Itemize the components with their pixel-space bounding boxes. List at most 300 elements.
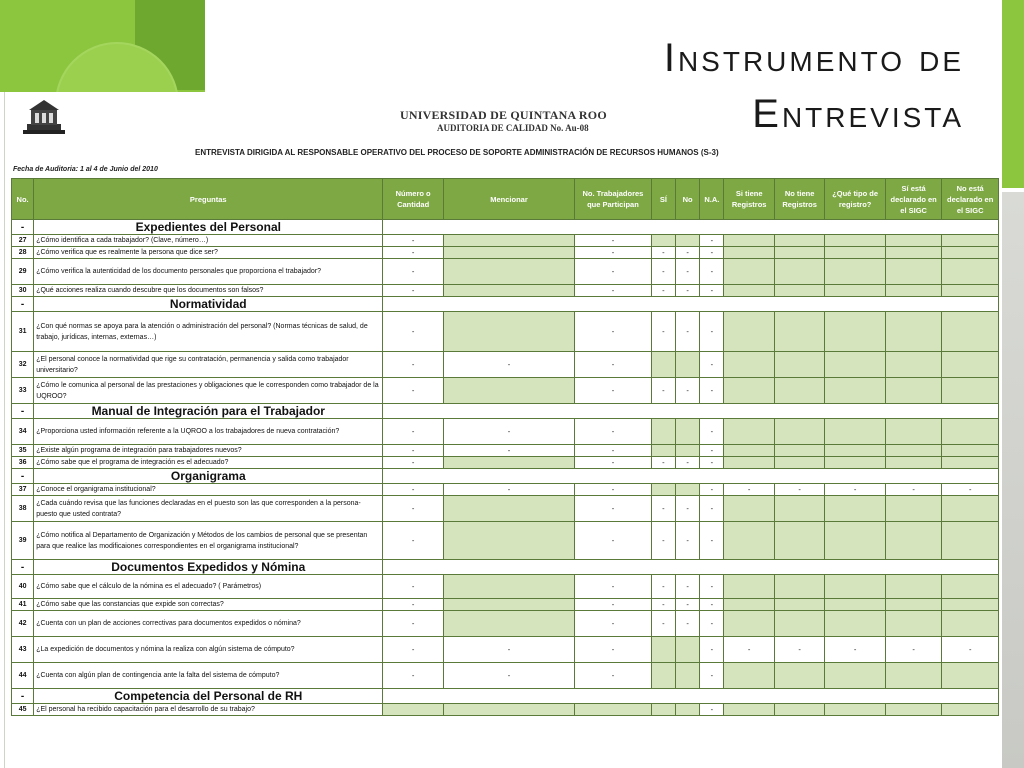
cell [885, 457, 942, 469]
cell-si [651, 704, 675, 716]
table-row [12, 419, 999, 445]
section-filler [383, 404, 999, 419]
cell-trabajadores: - [575, 235, 652, 247]
audit-number: AUDITORIA DE CALIDAD No. Au-08 [437, 123, 589, 133]
cell [825, 522, 886, 560]
cell [774, 247, 824, 259]
cell-na: - [700, 285, 724, 297]
section-row [12, 220, 999, 235]
table-row [12, 575, 999, 599]
header-no-answer: No [676, 179, 700, 220]
table-row [12, 599, 999, 611]
section-title: Expedientes del Personal [34, 220, 383, 235]
cell [774, 285, 824, 297]
row-number: 29 [12, 259, 34, 285]
cell [774, 378, 824, 404]
cell-trabajadores: - [575, 599, 652, 611]
row-question: ¿Cómo sabe que el cálculo de la nómina es el adecuado? ( Parámetros) [34, 575, 383, 599]
cell [825, 496, 886, 522]
row-question: ¿Cómo notifica al Departamento de Organización y Métodos de los cambios de personal que se presentan para que realice las modificaiones correspondientes en el organigrama institucional? [34, 522, 383, 560]
section-title: Manual de Integración para el Trabajador [34, 404, 383, 419]
row-question: ¿Cómo verifica que es realmente la persona que dice ser? [34, 247, 383, 259]
cell [724, 352, 774, 378]
table-header-row [12, 179, 999, 220]
header-numero: Número o Cantidad [383, 179, 444, 220]
section-filler [383, 560, 999, 575]
cell [825, 419, 886, 445]
cell [724, 312, 774, 352]
cell [724, 704, 774, 716]
cell [942, 312, 999, 352]
cell-si [651, 637, 675, 663]
cell [885, 235, 942, 247]
cell-mencionar [443, 378, 574, 404]
table-row [12, 522, 999, 560]
cell [942, 611, 999, 637]
cell: - [885, 637, 942, 663]
section-dash: - [12, 220, 34, 235]
cell-no: - [676, 285, 700, 297]
cell [774, 352, 824, 378]
cell-numero: - [383, 259, 444, 285]
cell [885, 285, 942, 297]
row-number: 38 [12, 496, 34, 522]
cell: - [942, 637, 999, 663]
slide-decoration-right-bar [1002, 0, 1024, 188]
cell-mencionar [443, 285, 574, 297]
table-row [12, 663, 999, 689]
header-no: No. [12, 179, 34, 220]
cell [774, 445, 824, 457]
cell-numero: - [383, 312, 444, 352]
slide-title-line2: Entrevista [752, 92, 964, 136]
section-row [12, 404, 999, 419]
cell [774, 663, 824, 689]
table-row [12, 445, 999, 457]
cell [942, 599, 999, 611]
cell [885, 419, 942, 445]
cell-no: - [676, 378, 700, 404]
header-na: N.A. [700, 179, 724, 220]
cell-no: - [676, 575, 700, 599]
cell-si: - [651, 247, 675, 259]
cell-si: - [651, 312, 675, 352]
cell [942, 704, 999, 716]
row-question: ¿Cómo sabe que las constancias que expide son correctas? [34, 599, 383, 611]
cell-trabajadores: - [575, 285, 652, 297]
table-row [12, 611, 999, 637]
table-row [12, 247, 999, 259]
cell-mencionar [443, 704, 574, 716]
cell [885, 247, 942, 259]
cell [724, 247, 774, 259]
header-si: SÍ [651, 179, 675, 220]
cell-no: - [676, 599, 700, 611]
cell-na: - [700, 522, 724, 560]
row-question: ¿Existe algún programa de integración para trabajadores nuevos? [34, 445, 383, 457]
cell-trabajadores: - [575, 312, 652, 352]
table-row [12, 378, 999, 404]
cell-trabajadores: - [575, 378, 652, 404]
cell [724, 496, 774, 522]
row-number: 34 [12, 419, 34, 445]
cell [724, 575, 774, 599]
cell-si: - [651, 457, 675, 469]
cell-numero: - [383, 285, 444, 297]
header-preguntas: Preguntas [34, 179, 383, 220]
row-question: ¿El personal conoce la normatividad que rige su contratación, permanencia y salida como trabajador universitario? [34, 352, 383, 378]
section-dash: - [12, 560, 34, 575]
cell [942, 378, 999, 404]
cell [774, 419, 824, 445]
cell-no: - [676, 247, 700, 259]
cell [885, 352, 942, 378]
row-question: ¿Cómo verifica la autenticidad de los documento personales que proporciona el trabajador? [34, 259, 383, 285]
cell-trabajadores: - [575, 259, 652, 285]
row-number: 44 [12, 663, 34, 689]
cell-numero: - [383, 637, 444, 663]
cell-trabajadores [575, 704, 652, 716]
cell-numero: - [383, 522, 444, 560]
section-dash: - [12, 469, 34, 484]
cell-na: - [700, 312, 724, 352]
section-title: Normatividad [34, 297, 383, 312]
cell [942, 575, 999, 599]
row-question: ¿El personal ha recibido capacitación para el desarrollo de su trabajo? [34, 704, 383, 716]
cell [885, 312, 942, 352]
slide-title-line1: Instrumento de [663, 36, 964, 80]
section-filler [383, 220, 999, 235]
cell [724, 445, 774, 457]
cell: - [774, 637, 824, 663]
cell-si: - [651, 496, 675, 522]
cell-si: - [651, 611, 675, 637]
cell [885, 378, 942, 404]
cell [724, 457, 774, 469]
cell [825, 247, 886, 259]
cell [724, 419, 774, 445]
university-seal-icon [19, 98, 69, 138]
cell: - [724, 637, 774, 663]
cell-mencionar: - [443, 419, 574, 445]
cell [774, 611, 824, 637]
section-filler [383, 469, 999, 484]
cell-mencionar: - [443, 637, 574, 663]
row-number: 27 [12, 235, 34, 247]
cell [885, 704, 942, 716]
slide-title [544, 30, 964, 142]
section-row [12, 469, 999, 484]
cell: - [724, 484, 774, 496]
cell-na: - [700, 445, 724, 457]
cell-numero: - [383, 419, 444, 445]
row-question: ¿Cuenta con algún plan de contingencia ante la falta del sistema de cómputo? [34, 663, 383, 689]
section-title: Competencia del Personal de RH [34, 689, 383, 704]
cell [825, 259, 886, 285]
cell-na: - [700, 663, 724, 689]
cell-mencionar: - [443, 484, 574, 496]
cell-si [651, 419, 675, 445]
table-row [12, 637, 999, 663]
cell-mencionar [443, 522, 574, 560]
row-number: 40 [12, 575, 34, 599]
cell-no [676, 352, 700, 378]
cell [942, 457, 999, 469]
cell-na: - [700, 599, 724, 611]
row-number: 45 [12, 704, 34, 716]
cell [942, 522, 999, 560]
row-number: 30 [12, 285, 34, 297]
row-question: ¿Cómo le comunica al personal de las prestaciones y obligaciones que le corresponden como trabajador de la UQROO? [34, 378, 383, 404]
row-question: ¿Proporciona usted información referente a la UQROO a los trabajadores de nueva contratación? [34, 419, 383, 445]
section-title: Organigrama [34, 469, 383, 484]
row-question: ¿Conoce el organigrama institucional? [34, 484, 383, 496]
cell-trabajadores: - [575, 484, 652, 496]
cell [885, 522, 942, 560]
row-question: ¿Cuenta con un plan de acciones correctivas para documentos expedidos o nómina? [34, 611, 383, 637]
row-number: 42 [12, 611, 34, 637]
cell-si [651, 235, 675, 247]
cell-no: - [676, 522, 700, 560]
header-no-sigc: No está declarado en el SIGC [942, 179, 999, 220]
cell [724, 611, 774, 637]
cell-no [676, 704, 700, 716]
cell [942, 419, 999, 445]
row-number: 36 [12, 457, 34, 469]
cell [885, 599, 942, 611]
section-row [12, 689, 999, 704]
cell: - [825, 637, 886, 663]
table-row [12, 484, 999, 496]
cell [724, 259, 774, 285]
table-row [12, 259, 999, 285]
cell-numero: - [383, 575, 444, 599]
row-number: 41 [12, 599, 34, 611]
cell-na: - [700, 611, 724, 637]
cell-trabajadores: - [575, 445, 652, 457]
cell-trabajadores: - [575, 419, 652, 445]
cell [825, 704, 886, 716]
cell [825, 312, 886, 352]
cell-no [676, 445, 700, 457]
audit-date: Fecha de Auditoria: 1 al 4 de Junio del 2010 [13, 166, 158, 173]
section-row [12, 297, 999, 312]
cell [825, 445, 886, 457]
cell-numero: - [383, 663, 444, 689]
header-tipo-registro: ¿Qué tipo de registro? [825, 179, 886, 220]
cell: - [942, 484, 999, 496]
cell-no [676, 235, 700, 247]
cell-trabajadores: - [575, 496, 652, 522]
cell-si [651, 445, 675, 457]
cell [774, 457, 824, 469]
cell [825, 599, 886, 611]
cell [885, 575, 942, 599]
row-number: 28 [12, 247, 34, 259]
cell-numero: - [383, 611, 444, 637]
row-number: 32 [12, 352, 34, 378]
cell-si [651, 484, 675, 496]
cell-na: - [700, 496, 724, 522]
cell-mencionar [443, 496, 574, 522]
cell-si: - [651, 259, 675, 285]
section-dash: - [12, 404, 34, 419]
cell-trabajadores: - [575, 247, 652, 259]
cell-mencionar: - [443, 663, 574, 689]
cell-na: - [700, 235, 724, 247]
cell-numero: - [383, 235, 444, 247]
section-dash: - [12, 689, 34, 704]
cell-na: - [700, 704, 724, 716]
cell-mencionar [443, 457, 574, 469]
cell-mencionar: - [443, 445, 574, 457]
slide-decoration-right-grey [1002, 192, 1024, 768]
cell [885, 259, 942, 285]
cell [774, 575, 824, 599]
cell [885, 663, 942, 689]
row-number: 33 [12, 378, 34, 404]
row-question: ¿Qué acciones realiza cuando descubre que los documentos son falsos? [34, 285, 383, 297]
document-image [4, 92, 999, 768]
cell [724, 599, 774, 611]
cell-trabajadores: - [575, 522, 652, 560]
cell-si [651, 352, 675, 378]
cell-si: - [651, 599, 675, 611]
section-filler [383, 297, 999, 312]
cell-trabajadores: - [575, 611, 652, 637]
row-question: ¿Con qué normas se apoya para la atención o administración del personal? (Normas técnicas de salud, de trabajo, jurídicas, internas, externas…) [34, 312, 383, 352]
cell [825, 285, 886, 297]
cell [724, 235, 774, 247]
cell [825, 663, 886, 689]
cell [774, 599, 824, 611]
cell-mencionar [443, 611, 574, 637]
cell-numero: - [383, 445, 444, 457]
cell [774, 235, 824, 247]
cell [942, 663, 999, 689]
cell-si [651, 663, 675, 689]
table-row [12, 704, 999, 716]
document-subtitle: ENTREVISTA DIRIGIDA AL RESPONSABLE OPERATIVO DEL PROCESO DE SOPORTE ADMINISTRACIÓN DE RECURSOS HUMANOS (S-3) [195, 148, 719, 157]
cell-trabajadores: - [575, 637, 652, 663]
row-question: ¿Cómo identifica a cada trabajador? (Clave, número…) [34, 235, 383, 247]
cell-numero [383, 704, 444, 716]
cell [774, 704, 824, 716]
cell-na: - [700, 637, 724, 663]
cell [942, 352, 999, 378]
cell-trabajadores: - [575, 457, 652, 469]
cell-no: - [676, 611, 700, 637]
cell-si: - [651, 575, 675, 599]
cell-numero: - [383, 352, 444, 378]
cell [724, 378, 774, 404]
cell-na: - [700, 457, 724, 469]
row-number: 37 [12, 484, 34, 496]
cell-mencionar [443, 247, 574, 259]
section-dash: - [12, 297, 34, 312]
cell [774, 522, 824, 560]
cell [825, 457, 886, 469]
header-trabajadores: No. Trabajadores que Participan [575, 179, 652, 220]
row-number: 35 [12, 445, 34, 457]
interview-table [11, 178, 999, 716]
header-no-registros: No tiene Registros [774, 179, 824, 220]
row-question: ¿Cada cuándo revisa que las funciones declaradas en el puesto son las que corresponden a la persona- puesto que usted contrata? [34, 496, 383, 522]
cell: - [885, 484, 942, 496]
table-row [12, 496, 999, 522]
cell-na: - [700, 247, 724, 259]
cell-numero: - [383, 599, 444, 611]
cell-si: - [651, 522, 675, 560]
cell-na: - [700, 484, 724, 496]
cell-no: - [676, 312, 700, 352]
cell-na: - [700, 575, 724, 599]
row-question: ¿Cómo sabe que el programa de integración es el adecuado? [34, 457, 383, 469]
row-number: 43 [12, 637, 34, 663]
cell [825, 352, 886, 378]
cell-mencionar [443, 575, 574, 599]
header-si-registros: Si tiene Registros [724, 179, 774, 220]
cell-mencionar [443, 235, 574, 247]
header-si-sigc: Sí está declarado en el SIGC [885, 179, 942, 220]
cell: - [825, 484, 886, 496]
cell-no [676, 484, 700, 496]
cell-trabajadores: - [575, 575, 652, 599]
cell [724, 285, 774, 297]
row-question: ¿La expedición de documentos y nómina la realiza con algún sistema de cómputo? [34, 637, 383, 663]
cell-trabajadores: - [575, 352, 652, 378]
cell-no [676, 637, 700, 663]
table-row [12, 285, 999, 297]
cell [942, 285, 999, 297]
cell-mencionar [443, 312, 574, 352]
cell-na: - [700, 352, 724, 378]
cell-na: - [700, 419, 724, 445]
cell-no [676, 419, 700, 445]
cell-numero: - [383, 247, 444, 259]
cell-no: - [676, 259, 700, 285]
row-number: 31 [12, 312, 34, 352]
section-filler [383, 689, 999, 704]
cell [885, 445, 942, 457]
cell [885, 496, 942, 522]
header-mencionar: Mencionar [443, 179, 574, 220]
cell: - [774, 484, 824, 496]
cell [885, 611, 942, 637]
table-row [12, 312, 999, 352]
section-title: Documentos Expedidos y Nómina [34, 560, 383, 575]
cell-no: - [676, 457, 700, 469]
cell-trabajadores: - [575, 663, 652, 689]
row-number: 39 [12, 522, 34, 560]
table-row [12, 235, 999, 247]
cell-si: - [651, 285, 675, 297]
cell-numero: - [383, 378, 444, 404]
cell [774, 496, 824, 522]
cell [774, 259, 824, 285]
cell [825, 575, 886, 599]
university-name: UNIVERSIDAD DE QUINTANA ROO [400, 108, 607, 122]
section-row [12, 560, 999, 575]
cell-numero: - [383, 496, 444, 522]
cell [942, 445, 999, 457]
cell [774, 312, 824, 352]
cell [825, 235, 886, 247]
table-row [12, 352, 999, 378]
cell-na: - [700, 259, 724, 285]
cell-no: - [676, 496, 700, 522]
cell [942, 259, 999, 285]
